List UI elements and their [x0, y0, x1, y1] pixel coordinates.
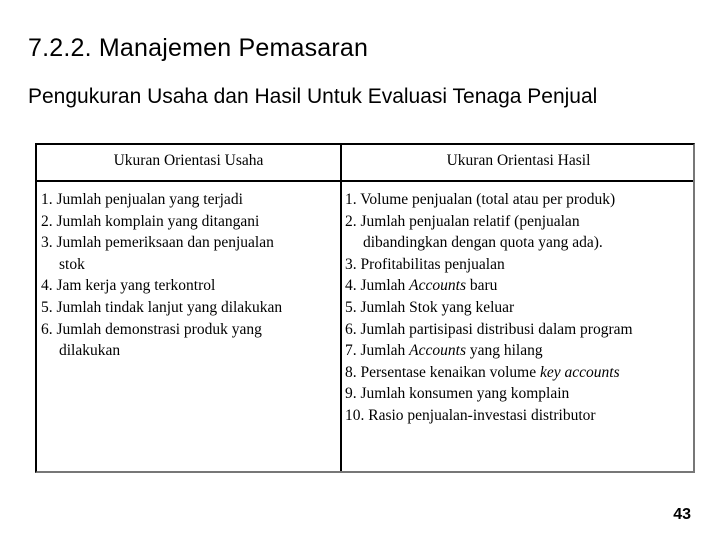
list-item: 4. Jam kerja yang terkontrol [41, 277, 216, 295]
effort-measures-list [41, 189, 337, 362]
list-item: 3. Jumlah pemeriksaan dan penjualan stok [41, 234, 274, 273]
column-divider [340, 145, 342, 471]
comparison-table [35, 143, 695, 473]
list-item: 2. Jumlah penjualan relatif (penjualan dibandingkan dengan quota yang ada). [345, 212, 603, 252]
list-item: 1. Jumlah penjualan yang terjadi [41, 191, 243, 208]
list-item: 6. Jumlah partisipasi distribusi dalam program [345, 320, 633, 338]
list-item: 1. Volume penjualan (total atau per produk) [345, 191, 616, 208]
list-item: 7. Jumlah Accounts yang hilang [345, 342, 543, 360]
slide-subtitle: Pengukuran Usaha dan Hasil Untuk Evaluasi Tenaga Penjual [28, 85, 598, 108]
list-item: 5. Jumlah Stok yang keluar [345, 298, 515, 316]
list-item: 2. Jumlah komplain yang ditangani [41, 212, 260, 230]
list-item: 8. Persentase kenaikan volume key accounts [345, 363, 620, 381]
slide-title: 7.2.2. Manajemen Pemasaran [28, 34, 369, 62]
list-item: 4. Jumlah Accounts baru [345, 277, 498, 295]
result-measures-list [345, 189, 693, 427]
page-number: 43 [673, 506, 691, 523]
list-item: 5. Jumlah tindak lanjut yang dilakukan [41, 298, 283, 316]
list-item: 9. Jumlah konsumen yang komplain [345, 385, 570, 403]
list-item: 10. Rasio penjualan-investasi distributor [345, 406, 596, 424]
list-item: 3. Profitabilitas penjualan [345, 255, 505, 273]
header-divider [37, 180, 693, 182]
header-effort-orientation: Ukuran Orientasi Usaha [113, 152, 264, 169]
list-item: 6. Jumlah demonstrasi produk yang dilakukan [41, 320, 262, 360]
header-result-orientation: Ukuran Orientasi Hasil [446, 152, 591, 169]
